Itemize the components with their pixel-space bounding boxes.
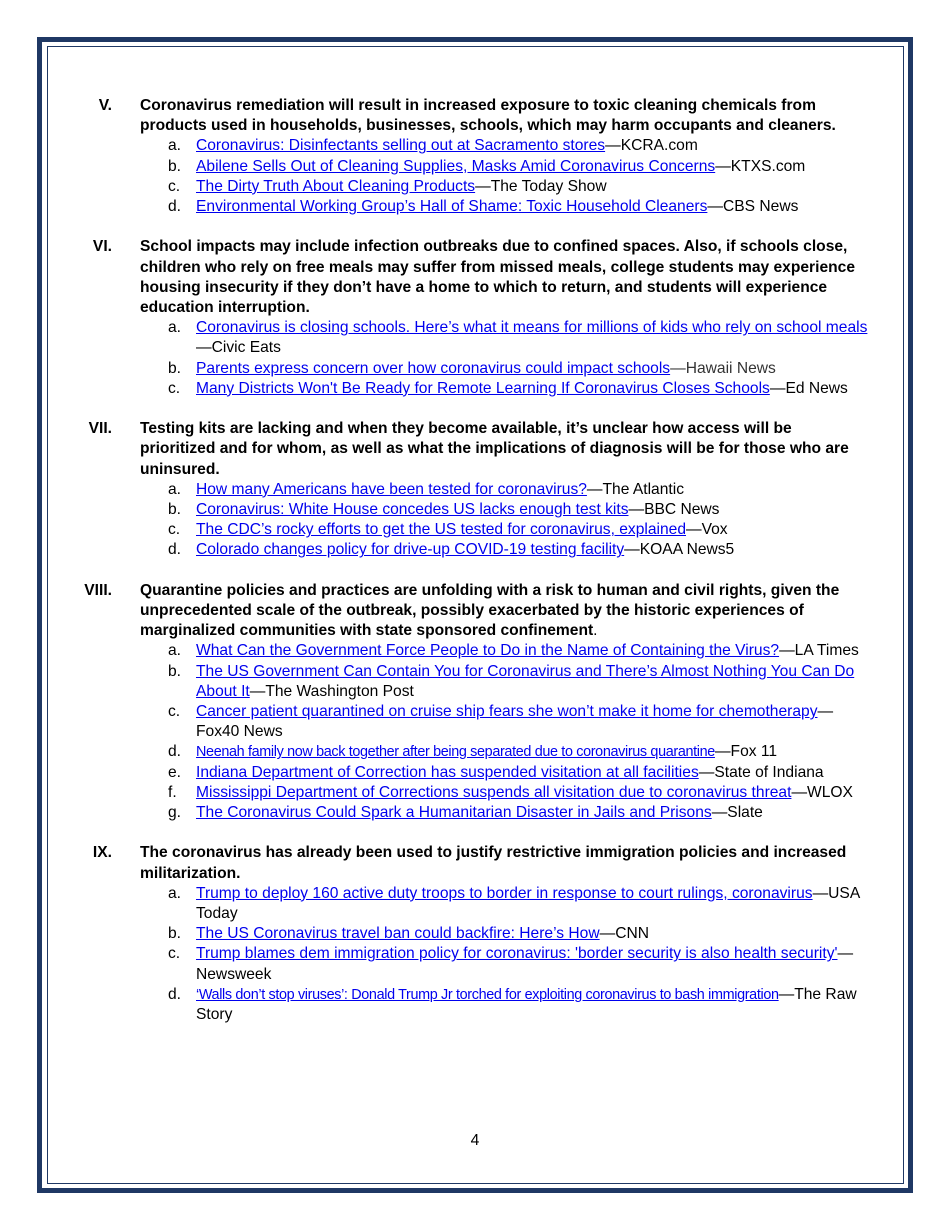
item-letter: a.: [168, 137, 182, 155]
list-item: [168, 359, 870, 379]
source-name: —KCRA.com: [605, 137, 698, 155]
source-name: —Newsweek: [196, 945, 854, 983]
source-list: [140, 480, 870, 561]
article-link[interactable]: The Dirty Truth About Cleaning Products: [196, 177, 476, 195]
list-item: [168, 136, 870, 156]
article-link[interactable]: Cancer patient quarantined on cruise ship fears she won’t make it home for chemotherapy: [196, 703, 818, 721]
section-vi: [80, 237, 870, 399]
section-numeral: VII.: [88, 420, 112, 438]
section-heading: Testing kits are lacking and when they become available, it’s unclear how access will be prioritized and for whom, as well as what the implications of diagnosis will be for those who are uninsured.: [140, 420, 849, 478]
source-name: —State of Indiana: [698, 763, 824, 781]
article-link[interactable]: Many Districts Won't Be Ready for Remote Learning If Coronavirus Closes Schools: [196, 379, 770, 397]
list-item: [168, 540, 870, 560]
article-link[interactable]: What Can the Government Force People to Do in the Name of Containing the Virus?: [196, 642, 780, 660]
item-letter: d.: [168, 541, 182, 559]
list-item: [168, 662, 870, 702]
source-name: —The Raw Story: [196, 985, 857, 1024]
list-item: [168, 702, 870, 742]
source-name: —Hawaii News: [670, 359, 776, 377]
item-letter: d.: [168, 985, 182, 1003]
item-letter: b.: [168, 157, 182, 175]
article-link[interactable]: Coronavirus: Disinfectants selling out at Sacramento stores: [196, 137, 606, 155]
article-link[interactable]: Coronavirus: White House concedes US lacks enough test kits: [196, 501, 629, 519]
item-letter: c.: [168, 945, 181, 963]
source-name: —LA Times: [779, 642, 859, 660]
item-letter: d.: [168, 743, 182, 761]
list-item: [168, 803, 870, 823]
source-name: —The Atlantic: [586, 480, 684, 498]
source-name: —Slate: [711, 804, 763, 822]
source-name: —CNN: [599, 925, 649, 943]
source-name: —Civic Eats: [196, 339, 281, 357]
section-heading: School impacts may include infection outbreaks due to confined spaces. Also, if schools close, children who rely on free meals may suffer from missed meals, college students may experience housing insecurity if they don’t have a home to which to return, and students will experience education interruption.: [140, 238, 855, 317]
article-link[interactable]: ‘Walls don’t stop viruses’: Donald Trump Jr torched for exploiting coronavirus to bash immigration: [196, 986, 779, 1003]
source-list: [140, 318, 870, 399]
article-link[interactable]: Parents express concern over how coronavirus could impact schools: [196, 359, 671, 377]
source-name: —Ed News: [769, 379, 848, 397]
list-item: [168, 944, 870, 984]
document-body: [80, 96, 870, 1045]
list-item: [168, 500, 870, 520]
section-numeral: VIII.: [84, 581, 112, 599]
section-viii: [80, 581, 870, 823]
list-item: [168, 924, 870, 944]
item-letter: c.: [168, 703, 181, 721]
list-item: [168, 884, 870, 924]
item-letter: b.: [168, 501, 182, 519]
source-name: —USA Today: [196, 884, 860, 923]
article-link[interactable]: Trump to deploy 160 active duty troops to border in response to court rulings, coronavirus: [196, 884, 813, 902]
article-link[interactable]: The US Coronavirus travel ban could backfire: Here’s How: [196, 925, 600, 943]
item-letter: c.: [168, 521, 181, 539]
source-name: —KOAA News5: [624, 541, 735, 559]
item-letter: d.: [168, 198, 182, 216]
article-link[interactable]: How many Americans have been tested for coronavirus?: [196, 480, 587, 498]
item-letter: a.: [168, 884, 182, 902]
list-item: [168, 157, 870, 177]
item-letter: c.: [168, 379, 181, 397]
section-heading: Coronavirus remediation will result in increased exposure to toxic cleaning chemicals from products used in households, businesses, schools, which may harm occupants and cleaners.: [140, 97, 836, 135]
section-ix: [80, 843, 870, 1025]
list-item: [168, 763, 870, 783]
list-item: [168, 985, 870, 1025]
article-link[interactable]: Neenah family now back together after being separated due to coronavirus quarantine: [196, 744, 715, 761]
article-link[interactable]: Coronavirus is closing schools. Here’s what it means for millions of kids who rely on school meals: [196, 319, 868, 337]
article-link[interactable]: Abilene Sells Out of Cleaning Supplies, Masks Amid Coronavirus Concerns: [196, 157, 716, 175]
source-list: [140, 641, 870, 823]
item-letter: a.: [168, 480, 182, 498]
item-letter: a.: [168, 319, 182, 337]
section-numeral: VI.: [92, 238, 112, 256]
list-item: [168, 318, 870, 358]
page-number: 4: [470, 1132, 480, 1149]
article-link[interactable]: The US Government Can Contain You for Coronavirus and There’s Almost Nothing You Can Do About It: [196, 662, 855, 700]
article-link[interactable]: Colorado changes policy for drive-up COVID-19 testing facility: [196, 541, 625, 559]
article-link[interactable]: Trump blames dem immigration policy for coronavirus: 'border security is also health security': [196, 945, 838, 963]
list-item: [168, 742, 870, 762]
article-link[interactable]: The CDC’s rocky efforts to get the US tested for coronavirus, explained: [196, 521, 686, 539]
section-heading-period: .: [593, 622, 598, 640]
section-vii: [80, 419, 870, 560]
item-letter: c.: [168, 177, 181, 195]
article-link[interactable]: The Coronavirus Could Spark a Humanitarian Disaster in Jails and Prisons: [196, 804, 712, 822]
source-name: —KTXS.com: [715, 157, 806, 175]
item-letter: e.: [168, 763, 182, 781]
list-item: [168, 520, 870, 540]
source-name: —Fox 11: [714, 743, 778, 761]
source-name: —The Washington Post: [249, 682, 414, 700]
list-item: [168, 783, 870, 803]
list-item: [168, 379, 870, 399]
list-item: [168, 641, 870, 661]
section-heading: The coronavirus has already been used to justify restrictive immigration policies and increased militarization.: [140, 844, 847, 882]
source-name: —Vox: [686, 521, 728, 539]
list-item: [168, 197, 870, 217]
item-letter: b.: [168, 662, 182, 680]
list-item: [168, 480, 870, 500]
source-name: —CBS News: [707, 198, 799, 216]
item-letter: g.: [168, 804, 182, 822]
source-list: [140, 136, 870, 217]
item-letter: b.: [168, 925, 182, 943]
section-heading: [140, 581, 870, 642]
article-link[interactable]: Indiana Department of Correction has suspended visitation at all facilities: [196, 763, 699, 781]
section-numeral: IX.: [92, 844, 112, 862]
section-numeral: V.: [98, 97, 112, 114]
article-link[interactable]: Mississippi Department of Corrections suspends all visitation due to coronavirus threat: [196, 783, 792, 801]
source-name: —WLOX: [791, 783, 853, 801]
article-link[interactable]: Environmental Working Group’s Hall of Shame: Toxic Household Cleaners: [196, 198, 708, 216]
item-letter: b.: [168, 359, 182, 377]
list-item: [168, 177, 870, 197]
item-letter: f.: [168, 783, 177, 801]
item-letter: a.: [168, 642, 182, 660]
source-name: —BBC News: [628, 501, 720, 519]
source-name: —The Today Show: [475, 177, 607, 195]
source-list: [140, 884, 870, 1025]
source-name: —Fox40 News: [196, 703, 834, 741]
section-v: [80, 96, 870, 217]
section-heading-text: Quarantine policies and practices are unfolding with a risk to human and civil rights, given the unprecedented scale of the outbreak, possibly exacerbated by the historic experiences of marginalized communities with state sponsored confinement: [140, 581, 840, 640]
